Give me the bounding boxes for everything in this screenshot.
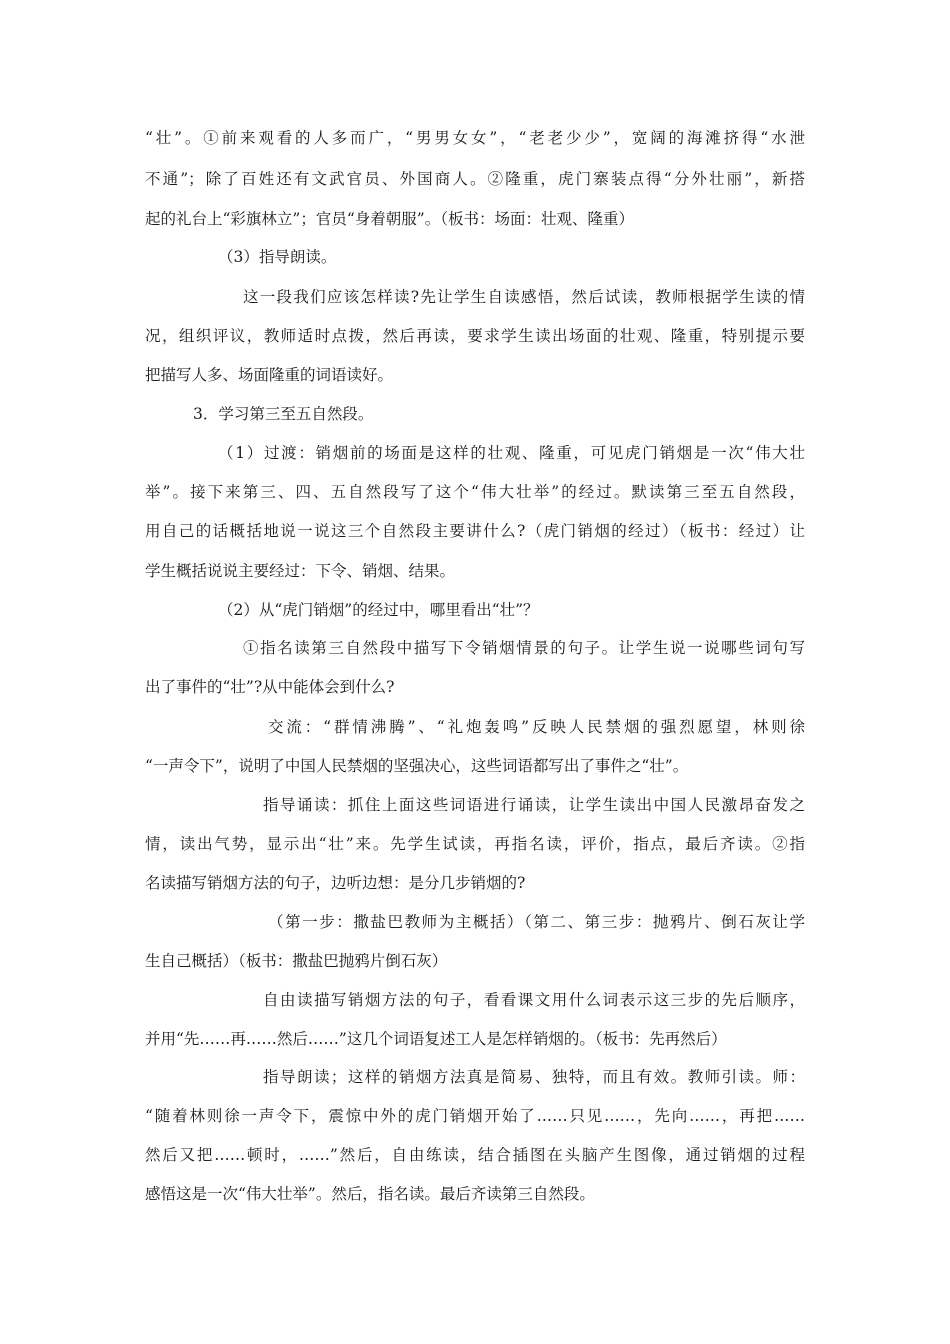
text-line: “壮”。①前来观看的人多而广，“男男女女”，“老老少少”，宽阔的海滩挤得“水泄	[145, 129, 805, 147]
text-line: 然后又把……顿时，……”然后，自由练读，结合插图在头脑产生图像，通过销烟的过程	[145, 1146, 805, 1164]
text-line: 3．学习第三至五自然段。	[193, 405, 374, 423]
text-line: 指导朗读；这样的销烟方法真是简易、独特，而且有效。教师引读。师：	[263, 1068, 805, 1086]
text-line: 名读描写销烟方法的句子，边听边想：是分几步销烟的?	[145, 874, 526, 892]
text-line: （3）指导朗读。	[218, 248, 337, 266]
text-line: （第一步：撒盐巴教师为主概括）（第二、第三步：抛鸦片、倒石灰让学	[268, 913, 805, 931]
text-line: 学生概括说说主要经过：下令、销烟、结果。	[145, 562, 456, 580]
text-line: 这一段我们应该怎样读?先让学生自读感悟，然后试读，教师根据学生读的情	[243, 288, 805, 306]
text-line: 把描写人多、场面隆重的词语读好。	[145, 366, 394, 384]
text-line: 自由读描写销烟方法的句子，看看课文用什么词表示这三步的先后顺序，	[263, 991, 805, 1009]
text-line: 不通”；除了百姓还有文武官员、外国商人。②隆重，虎门寨装点得“分外壮丽”，新搭	[145, 170, 805, 188]
text-line: 感悟这是一次“伟大壮举”。然后，指名读。最后齐读第三自然段。	[145, 1185, 595, 1203]
text-line: “随着林则徐一声令下，震惊中外的虎门销烟开始了……只见……，先向……，再把……	[145, 1107, 805, 1125]
text-line: 情，读出气势，显示出“壮”来。先学生试读，再指名读，评价，指点，最后齐读。②指	[145, 835, 805, 853]
text-line: 举”。接下来第三、四、五自然段写了这个“伟大壮举”的经过。默读第三至五自然段，	[145, 483, 805, 501]
text-line: 出了事件的“壮”?从中能体会到什么?	[145, 678, 395, 696]
text-line: 用自己的话概括地说一说这三个自然段主要讲什么?（虎门销烟的经过）（板书：经过）让	[145, 522, 805, 540]
text-line: 生自己概括）（板书：撒盐巴抛鸦片倒石灰）	[145, 952, 448, 970]
text-line: （1）过渡：销烟前的场面是这样的壮观、隆重，可见虎门销烟是一次“伟大壮	[218, 444, 805, 462]
text-line: （2）从“虎门销烟”的经过中，哪里看出“壮”？	[218, 601, 539, 619]
text-line: ①指名读第三自然段中描写下令销烟情景的句子。让学生说一说哪些词句写	[243, 639, 805, 657]
text-line: 况，组织评议，教师适时点拨，然后再读，要求学生读出场面的壮观、隆重，特别提示要	[145, 327, 805, 345]
text-line: 交流：“群情沸腾”、“礼炮轰鸣”反映人民禁烟的强烈愿望，林则徐	[268, 718, 805, 736]
text-line: 起的礼台上“彩旗林立”；官员“身着朝服”。（板书：场面：壮观、隆重）	[145, 210, 634, 228]
text-line: “一声令下”，说明了中国人民禁烟的坚强决心，这些词语都写出了事件之“壮”。	[145, 757, 689, 775]
text-line: 并用“先……再……然后……”这几个词语复述工人是怎样销烟的。（板书：先再然后）	[145, 1030, 727, 1048]
text-line: 指导诵读：抓住上面这些词语进行诵读，让学生读出中国人民激昂奋发之	[263, 796, 805, 814]
